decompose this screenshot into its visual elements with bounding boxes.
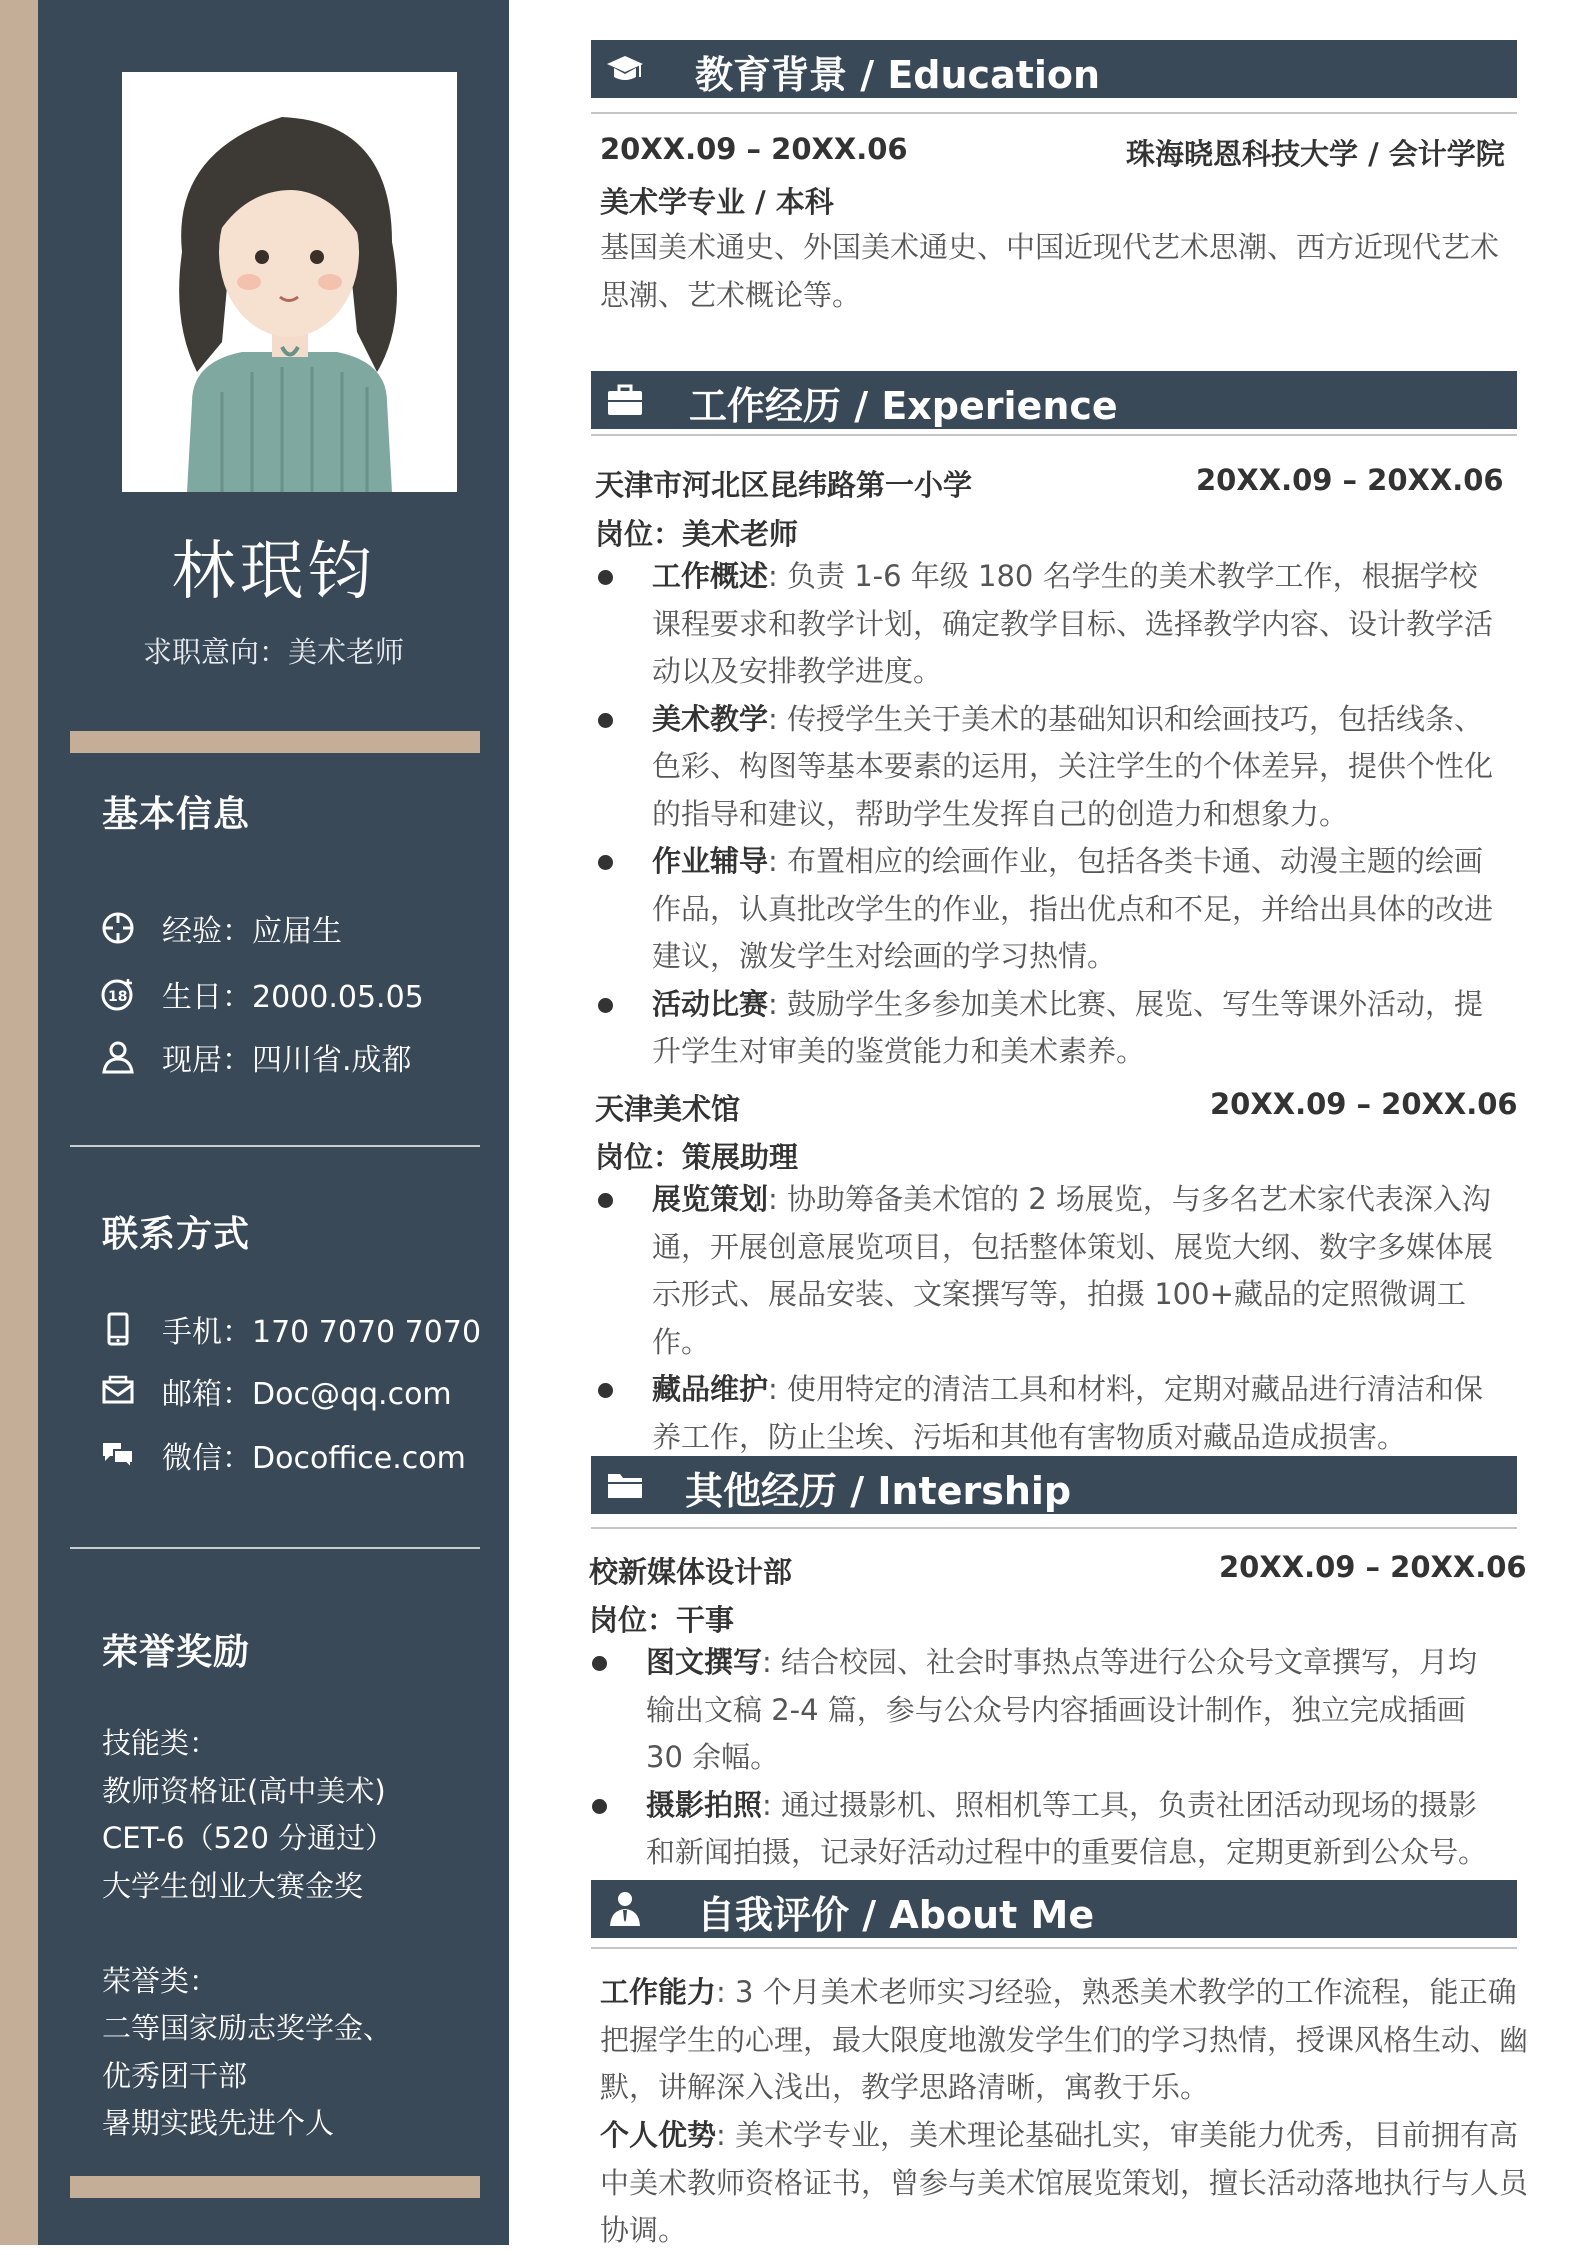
divider-bar	[70, 2176, 480, 2198]
internship-header	[591, 1456, 1517, 1514]
email-row	[100, 1369, 452, 1413]
divider-line	[70, 1145, 480, 1147]
residence-text: 现居：四川省.成都	[162, 1043, 412, 1078]
internship-period: 20XX.09 – 20XX.06	[1219, 1550, 1527, 1584]
header-underline	[591, 112, 1517, 114]
svg-text:18: 18	[108, 989, 128, 1005]
accent-strip	[0, 0, 38, 2245]
bullet-title: 藏品维护	[652, 1372, 769, 1406]
honor-line	[102, 1910, 394, 1958]
list-item	[590, 1639, 1500, 1782]
education-major: 美术学专业 / 本科	[600, 185, 834, 219]
birthday-row	[100, 972, 424, 1016]
bullet-icon	[598, 713, 613, 728]
job-bullets	[596, 1176, 1506, 1461]
bullet-text: : 负责 1-6 年级 180 名学生的美术教学工作，根据学校课程要求和教学计划，确定教学目标、选择教学内容、设计教学活动以及安排教学进度。	[652, 559, 1494, 688]
briefcase-icon	[605, 380, 645, 420]
job-position: 岗位：策展助理	[595, 1140, 799, 1174]
job-bullets	[596, 553, 1506, 1076]
list-item	[596, 696, 1506, 839]
avatar	[122, 72, 457, 492]
honors-list	[102, 1720, 394, 2148]
honor-line: 荣誉类：	[102, 1963, 219, 1998]
experience-text: 经验：应届生	[162, 914, 342, 949]
bullet-icon	[598, 998, 613, 1013]
graduation-cap-icon	[605, 49, 645, 89]
chat-icon	[100, 1437, 136, 1473]
job-org: 天津美术馆	[595, 1092, 741, 1126]
header-underline	[591, 434, 1517, 436]
honors-title: 荣誉奖励	[102, 1632, 251, 1673]
bullet-icon	[592, 1799, 607, 1814]
contact-title: 联系方式	[102, 1214, 251, 1255]
honor-line: 二等国家励志奖学金、	[102, 2011, 393, 2045]
honor-line: 优秀团干部	[102, 2058, 248, 2093]
about-advantage	[600, 2112, 1530, 2255]
phone-icon	[100, 1311, 136, 1347]
education-title: 教育背景 / Education	[695, 53, 1101, 97]
about-ability	[600, 1969, 1530, 2112]
education-period: 20XX.09 – 20XX.06	[600, 132, 908, 166]
divider-bar	[70, 731, 480, 753]
education-school: 珠海晓恩科技大学 / 会计学院	[1126, 137, 1505, 171]
experience-row	[100, 906, 342, 950]
education-header	[591, 40, 1517, 98]
divider-line	[70, 1547, 480, 1549]
residence-row	[100, 1035, 412, 1079]
honor-line: 技能类：	[102, 1726, 219, 1760]
job-position: 岗位：美术老师	[595, 517, 799, 551]
about-advantage-title: 个人优势	[600, 2118, 717, 2152]
bullet-icon	[592, 1656, 607, 1671]
education-courses: 基国美术通史、外国美术通史、中国近现代艺术思潮、西方近现代艺术思潮、艺术概论等。	[600, 230, 1500, 312]
bullet-icon	[598, 570, 613, 585]
list-item	[596, 1366, 1506, 1461]
about-title: 自我评价 / About Me	[697, 1893, 1095, 1937]
bullet-icon	[598, 855, 613, 870]
internship-position: 岗位：干事	[589, 1603, 735, 1637]
experience-header	[591, 371, 1517, 429]
about-advantage-text: : 美术学专业，美术理论基础扎实，审美能力优秀，目前拥有高中美术教师资格证书，曾参与美术馆展览策划，擅长活动落地执行与人员协调。	[600, 2118, 1529, 2247]
list-item	[596, 1176, 1506, 1366]
internship-org: 校新媒体设计部	[589, 1555, 793, 1589]
user-tie-icon	[605, 1889, 645, 1929]
mail-icon	[100, 1373, 136, 1409]
list-item	[596, 981, 1506, 1076]
folder-icon	[605, 1465, 645, 1505]
age-18-icon	[100, 976, 136, 1012]
bullet-title: 作业辅导	[652, 844, 769, 878]
bullet-title: 摄影拍照	[646, 1787, 763, 1822]
experience-title: 工作经历 / Experience	[689, 384, 1118, 428]
honor-line: 大学生创业大赛金奖	[102, 1868, 364, 1903]
bullet-icon	[598, 1383, 613, 1398]
portrait-illustration	[122, 72, 457, 492]
email-text[interactable]: 邮箱：Doc@qq.com	[162, 1377, 452, 1412]
phone-text[interactable]: 手机：170 7070 7070	[162, 1315, 482, 1350]
wechat-text[interactable]: 微信：Docoffice.com	[162, 1441, 466, 1476]
birthday-text: 生日：2000.05.05	[162, 980, 424, 1015]
job-intent: 求职意向：美术老师	[142, 635, 404, 669]
bullet-text: : 通过摄影机、照相机等工具，负责社团活动现场的摄影和新闻拍摄，记录好活动过程中的重要信息，定期更新到公众号。	[646, 1787, 1488, 1869]
candidate-name: 林珉钧	[171, 535, 376, 609]
bullet-title: 图文撰写	[646, 1645, 763, 1679]
honor-line: 教师资格证(高中美术)	[102, 1773, 386, 1808]
list-item	[590, 1782, 1500, 1877]
bullet-icon	[598, 1193, 613, 1208]
crosshair-icon	[100, 910, 136, 946]
bullet-text: : 传授学生关于美术的基础知识和绘画技巧，包括线条、色彩、构图等基本要素的运用，关注学生的个体差异，提供个性化的指导和建议，帮助学生发挥自己的创造力和想象力。	[652, 701, 1494, 831]
job-period: 20XX.09 – 20XX.06	[1210, 1087, 1518, 1121]
list-item	[596, 553, 1506, 696]
bullet-text: : 布置相应的绘画作业，包括各类卡通、动漫主题的绘画作品，认真批改学生的作业，指出优点和不足，并给出具体的改进建议，激发学生对绘画的学习热情。	[652, 844, 1494, 973]
bullet-title: 展览策划	[652, 1182, 769, 1216]
bullet-title: 活动比赛	[652, 986, 769, 1021]
about-ability-title: 工作能力	[600, 1975, 717, 2009]
internship-title: 其他经历 / Intership	[685, 1469, 1072, 1513]
list-item	[596, 838, 1506, 981]
header-underline	[591, 1947, 1517, 1949]
job-org: 天津市河北区昆纬路第一小学	[595, 468, 973, 502]
bullet-text: : 结合校园、社会时事热点等进行公众号文章撰写，月均输出文稿 2-4 篇，参与公众号内容插画设计制作，独立完成插画 30 余幅。	[646, 1645, 1478, 1774]
honor-line: CET-6（520 分通过）	[102, 1821, 395, 1855]
wechat-row	[100, 1433, 466, 1477]
about-header	[591, 1880, 1517, 1938]
bullet-text: : 鼓励学生多参加美术比赛、展览、写生等课外活动，提升学生对审美的鉴赏能力和美术素养。	[652, 986, 1484, 1068]
bullet-title: 美术教学	[652, 701, 769, 736]
internship-bullets	[590, 1639, 1500, 1877]
person-icon	[100, 1039, 136, 1075]
bullet-title: 工作概述	[652, 559, 769, 593]
honor-line: 暑期实践先进个人	[102, 2106, 335, 2140]
sidebar	[38, 0, 509, 2245]
job-period: 20XX.09 – 20XX.06	[1196, 463, 1504, 497]
bullet-text: : 协助筹备美术馆的 2 场展览，与多名艺术家代表深入沟通，开展创意展览项目，包括整体策划、展览大纲、数字多媒体展示形式、展品安装、文案撰写等，拍摄 100+藏品的定照微调工作。	[652, 1182, 1494, 1359]
basic-info-title: 基本信息	[102, 794, 251, 835]
about-ability-text: : 3 个月美术老师实习经验，熟悉美术教学的工作流程，能正确把握学生的心理，最大限度地激发学生们的学习热情，授课风格生动、幽默，讲解深入浅出，教学思路清晰，寓教于乐。	[600, 1975, 1529, 2104]
header-underline	[591, 1527, 1517, 1529]
bullet-text: : 使用特定的清洁工具和材料，定期对藏品进行清洁和保养工作，防止尘埃、污垢和其他有害物质对藏品造成损害。	[652, 1372, 1484, 1454]
phone-row	[100, 1307, 481, 1351]
